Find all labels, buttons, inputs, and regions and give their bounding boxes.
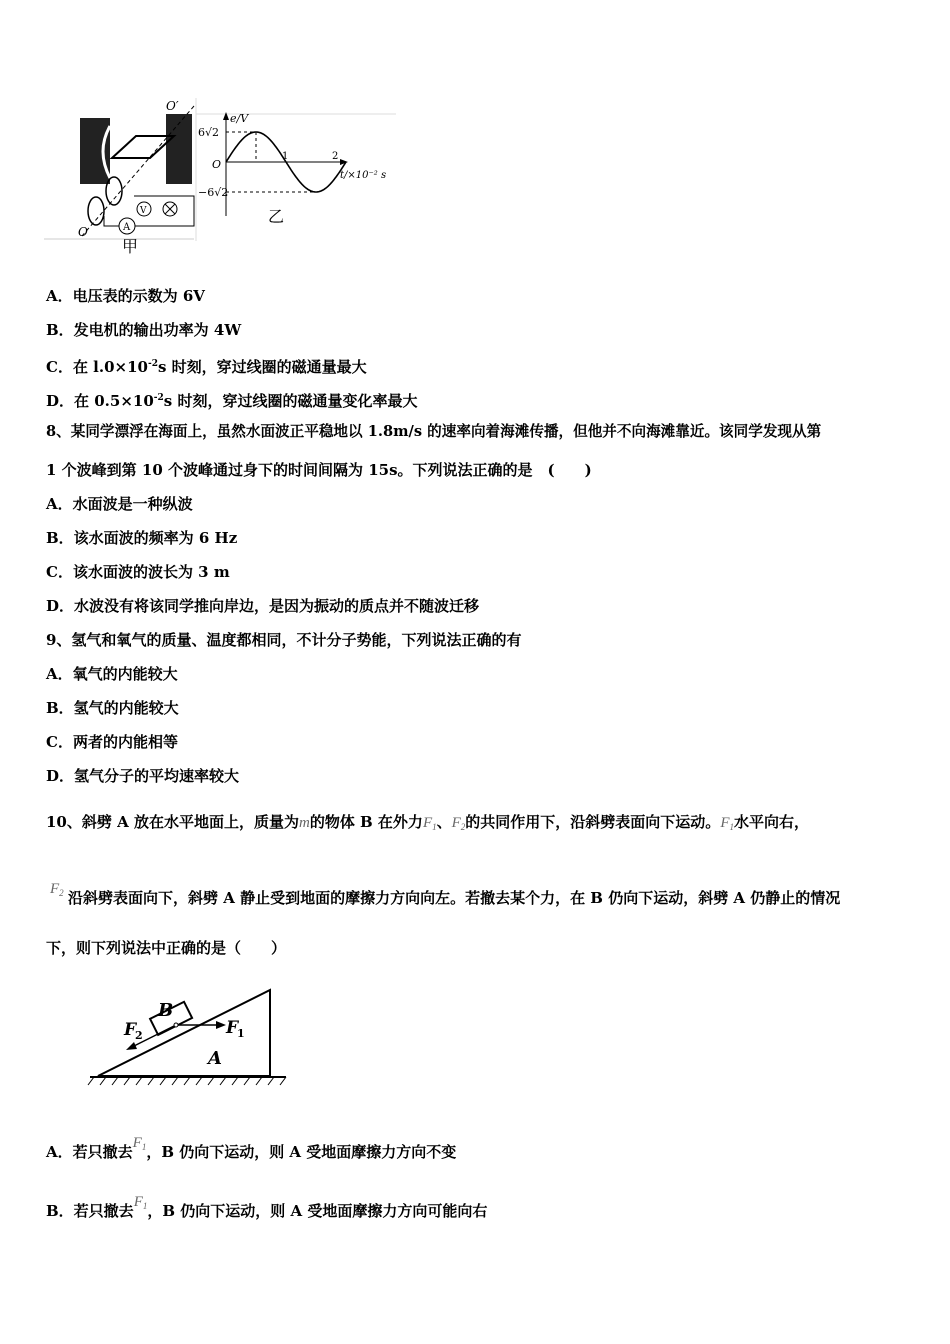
- q9-option-c: C．两者的内能相等: [46, 733, 178, 751]
- ammeter-label: A: [123, 222, 131, 233]
- q7-option-b: B．发电机的输出功率为 4W: [46, 321, 242, 339]
- wedge-diagram: [86, 986, 290, 1090]
- q10-b-f: F: [133, 1194, 143, 1210]
- tick-2: 2: [332, 151, 339, 162]
- q10-f2-b: F: [50, 881, 60, 897]
- block-label: B: [158, 1000, 174, 1021]
- q10-f1-b: F: [720, 815, 730, 831]
- y-min-label: −6√2: [198, 186, 229, 199]
- figure-wedge: [86, 986, 290, 1090]
- f2-label: F: [124, 1020, 137, 1040]
- q10-f1-b-sub: 1: [729, 822, 734, 832]
- q9-option-d: D．氢气分子的平均速率较大: [46, 767, 240, 785]
- q7-c-sup: -2: [147, 359, 158, 369]
- f1-sub: 1: [237, 1027, 245, 1040]
- q10-f2-label: [50, 878, 64, 903]
- q8-option-d: D．水波没有将该同学推向岸边，是因为振动的质点并不随波迁移: [46, 597, 480, 615]
- q10-sep: 、: [436, 813, 452, 831]
- q7-d-pre: D．在 0.5×10: [46, 392, 154, 410]
- q9-option-a: A．氧气的内能较大: [46, 665, 178, 683]
- q10-stem-1d: 水平向右，: [733, 813, 809, 831]
- q8-option-b: B．该水面波的频率为 6 Hz: [46, 529, 238, 547]
- f2-sub: 2: [135, 1029, 143, 1042]
- q8-stem-2: 1 个波峰到第 10 个波峰通过身下的时间间隔为 15s。下列说法正确的是 ( ): [46, 461, 592, 479]
- magnet-s: [166, 114, 192, 184]
- q10-b-pre: B．若只撤去: [46, 1202, 134, 1220]
- q10-a-post: ，B 仍向下运动，则 A 受地面摩擦力方向不变: [146, 1143, 457, 1161]
- q10-stem-1a: 10、斜劈 A 放在水平地面上，质量为: [46, 813, 299, 831]
- q10-stem-1: [46, 812, 809, 837]
- q10-option-a: [46, 1135, 457, 1167]
- q7-c-post: s 时刻，穿过线圈的磁通量最大: [157, 358, 367, 376]
- origin-label: O: [212, 158, 222, 171]
- q7-option-a: A．电压表的示数为 6V: [46, 287, 205, 305]
- axis-bottom-label: O: [78, 225, 88, 239]
- q10-f1-a: F: [422, 815, 433, 831]
- q10-f2-b-sub: 2: [59, 888, 64, 898]
- f1-label: F: [226, 1018, 239, 1038]
- q9-stem: 9、氢气和氧气的质量、温度都相同，不计分子势能，下列说法正确的有: [46, 631, 522, 649]
- q10-stem-3: 下，则下列说法中正确的是（ ）: [46, 939, 287, 957]
- q7-option-c: [46, 354, 367, 377]
- y-max-label: 6√2: [198, 126, 220, 139]
- q10-a-pre: A．若只撤去: [46, 1143, 133, 1161]
- tick-1: 1: [282, 151, 289, 162]
- x-axis-label: t/×10⁻² s: [340, 170, 387, 181]
- ground-hatch: [88, 1077, 286, 1085]
- q10-option-b: [46, 1194, 488, 1226]
- q8-option-a: A．水面波是一种纵波: [46, 495, 193, 513]
- q10-stem-2: 沿斜劈表面向下，斜劈 A 静止受到地面的摩擦力方向向左。若撤去某个力，在 B 仍向下运动，斜劈 A 仍静止的情况: [68, 889, 841, 907]
- q10-m: m: [298, 815, 310, 831]
- voltmeter-label: V: [140, 206, 147, 216]
- q9-option-b: B．氢气的内能较大: [46, 699, 179, 717]
- q10-b-f-sub: 1: [142, 1201, 148, 1211]
- q7-option-d: [46, 388, 417, 411]
- figure-label-right: 乙: [268, 207, 285, 226]
- q10-f2-a-sub: 2: [460, 822, 466, 832]
- q7-d-post: s 时刻，穿过线圈的磁通量变化率最大: [163, 392, 418, 410]
- q10-stem-1b: 的物体 B 在外力: [309, 813, 423, 831]
- figure-label-left: 甲: [122, 237, 139, 256]
- emf-graph: [196, 96, 404, 226]
- figure-generator: [44, 96, 404, 256]
- q10-stem-1c: 的共同作用下，沿斜劈表面向下运动。: [465, 813, 721, 831]
- q10-f2-a: F: [451, 815, 461, 831]
- wedge-label: A: [208, 1048, 222, 1069]
- q7-d-sup: -2: [153, 393, 164, 403]
- q8-option-c: C．该水面波的波长为 3 m: [46, 563, 230, 581]
- q10-f1-a-sub: 1: [432, 822, 437, 832]
- q10-a-f: F: [132, 1135, 142, 1151]
- magnet-n: [80, 118, 110, 184]
- q8-stem-1: 8、某同学漂浮在海面上，虽然水面波正平稳地以 1.8m/s 的速率向着海滩传播，但他并不向海滩靠近。该同学发现从第: [46, 423, 822, 440]
- q10-a-f-sub: 1: [141, 1142, 147, 1152]
- q7-c-pre: C．在 l.0×10: [46, 358, 148, 376]
- q10-b-post: ，B 仍向下运动，则 A 受地面摩擦力方向可能向右: [147, 1202, 488, 1220]
- y-axis-label: e/V: [230, 112, 249, 125]
- axis-top-label: O′: [166, 99, 179, 113]
